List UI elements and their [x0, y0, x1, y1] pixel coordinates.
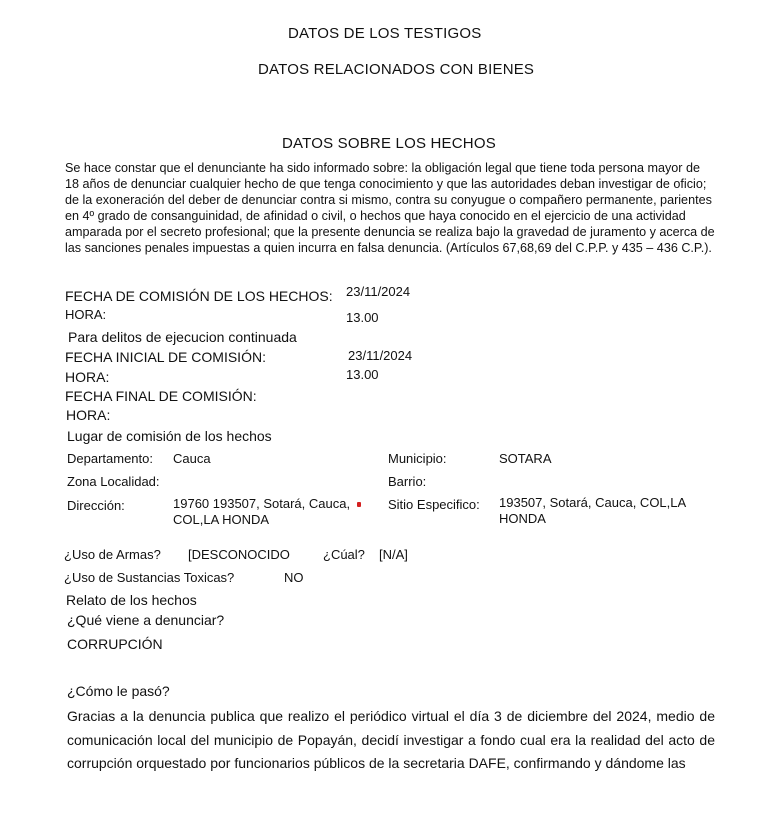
- fecha-comision-label: FECHA DE COMISIÓN DE LOS HECHOS:: [65, 288, 333, 304]
- fecha-inicial-value: 23/11/2024: [348, 348, 413, 363]
- heading-hechos: DATOS SOBRE LOS HECHOS: [282, 135, 496, 152]
- sustancias-label: ¿Uso de Sustancias Toxicas?: [64, 570, 235, 585]
- sitio-label: Sitio Especifico:: [388, 497, 480, 512]
- cual-label: ¿Cúal?: [323, 547, 365, 562]
- continuada-label: Para delitos de ejecucion continuada: [68, 329, 297, 345]
- direccion-value: 19760 193507, Sotará, Cauca, COL,LA HONDA: [173, 496, 351, 527]
- heading-testigos: DATOS DE LOS TESTIGOS: [288, 25, 482, 42]
- municipio-label: Municipio:: [388, 451, 447, 466]
- municipio-value: SOTARA: [499, 451, 552, 466]
- relato-narrative: Gracias a la denuncia publica que realizo el periódico virtual el día 3 de diciembre del 2024, medio de comunicación local del municipio de Popayán, decidí investigar a fondo cual era la realidad del acto de corrupción orquestado por funcionarios públicos de la secretaria DAFE, confirmando y dándome las: [67, 708, 715, 771]
- fecha-inicial-label: FECHA INICIAL DE COMISIÓN:: [65, 349, 266, 365]
- barrio-label: Barrio:: [388, 474, 427, 489]
- que-denunciar-value: CORRUPCIÓN: [67, 636, 163, 652]
- armas-label: ¿Uso de Armas?: [64, 547, 161, 562]
- fecha-comision-value: 23/11/2024: [346, 284, 411, 299]
- que-denunciar-label: ¿Qué viene a denunciar?: [67, 612, 225, 628]
- hora-inicial-label: HORA:: [65, 369, 110, 385]
- hora-final-label: HORA:: [66, 407, 111, 423]
- fecha-final-label: FECHA FINAL DE COMISIÓN:: [65, 388, 257, 404]
- como-paso-label: ¿Cómo le pasó?: [67, 683, 170, 699]
- hora-value: 13.00: [346, 310, 379, 325]
- zona-label: Zona Localidad:: [67, 474, 160, 489]
- direccion-label: Dirección:: [67, 498, 125, 513]
- hora-label: HORA:: [65, 307, 107, 322]
- departamento-label: Departamento:: [67, 451, 153, 466]
- relato-title: Relato de los hechos: [66, 592, 197, 608]
- armas-value: [DESCONOCIDO: [188, 547, 290, 562]
- sitio-value: 193507, Sotará, Cauca, COL,LA HONDA: [499, 495, 686, 526]
- hora-inicial-value: 13.00: [346, 367, 379, 382]
- heading-bienes: DATOS RELACIONADOS CON BIENES: [258, 61, 535, 78]
- departamento-value: Cauca: [173, 451, 211, 466]
- legal-notice: Se hace constar que el denunciante ha sido informado sobre: la obligación legal que tiene toda persona mayor de 18 años de denunciar cualquier hecho de que tenga conocimiento y que las autoridades deban investigar de oficio; de la exoneración del deber de denunciar contra si mismo, contra su conyugue o compañero permanente, parientes en 4º grado de consanguinidad, de afinidad o civil, o hechos que haya conocido en el ejercicio de una actividad amparada por el secreto profesional; que la presente denuncia se realiza bajo la gravedad de juramento y acerca de las sanciones penales impuestas a quien incurra en falsa denuncia. (Artículos 67,68,69 del C.P.P. y 435 – 436 C.P.).: [65, 161, 715, 255]
- red-mark: [357, 502, 361, 507]
- lugar-title: Lugar de comisión de los hechos: [67, 428, 272, 444]
- sustancias-value: NO: [284, 570, 304, 585]
- cual-value: [N/A]: [379, 547, 408, 562]
